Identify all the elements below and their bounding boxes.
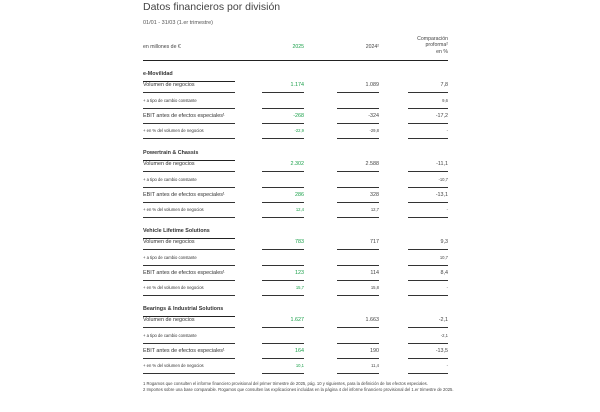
column-header-comparison-line1: Comparación (417, 36, 448, 42)
row-rule-2024 (337, 343, 379, 344)
row-label: + a tipo de cambio constante (143, 333, 197, 338)
row-rule-2025 (262, 217, 304, 218)
row-rule-2024 (337, 171, 379, 172)
value-2024: 114 (370, 270, 379, 276)
value-2025: 123 (295, 270, 304, 276)
value-comparison: -13,5 (435, 348, 448, 354)
section-title: e-Movilidad (143, 71, 173, 77)
value-2025: -22,9 (294, 128, 304, 133)
row-rule-2024 (337, 138, 379, 139)
table-row (0, 255, 600, 263)
row-rule-2025 (262, 171, 304, 172)
row-rule-2025 (262, 373, 304, 374)
table-row (0, 348, 600, 356)
value-2024: -324 (368, 113, 379, 119)
row-label: EBIT antes de efectos especiales¹ (143, 348, 225, 354)
table-row (0, 113, 600, 121)
value-comparison: - (446, 128, 448, 133)
row-rule-comparison (408, 138, 448, 139)
table-row (0, 128, 600, 136)
row-label: + en % del volumen de negocios (143, 363, 204, 368)
row-rule-comparison (408, 295, 448, 296)
row-rule-comparison (408, 249, 448, 250)
row-rule-2025 (262, 92, 304, 93)
row-rule-label (143, 217, 235, 218)
value-comparison: -10,7 (438, 177, 448, 182)
row-rule-2025 (262, 265, 304, 266)
row-rule-comparison (408, 327, 448, 328)
row-rule-comparison (408, 217, 448, 218)
row-rule-comparison (408, 171, 448, 172)
value-2024: 11,4 (371, 363, 379, 368)
row-rule-2025 (262, 327, 304, 328)
row-rule-label (143, 92, 235, 93)
row-rule-comparison (408, 187, 448, 188)
row-rule-2024 (337, 249, 379, 250)
row-rule-2025 (262, 202, 304, 203)
value-2025: 164 (295, 348, 304, 354)
value-2024: 328 (370, 192, 379, 198)
column-header-comparison (385, 36, 448, 55)
row-label: + en % del volumen de negocios (143, 128, 204, 133)
value-comparison: 8,4 (440, 270, 448, 276)
value-2024: 190 (370, 348, 379, 354)
row-rule-2024 (337, 217, 379, 218)
row-rule-2024 (337, 280, 379, 281)
footnote-1: 1 Rogamos que consulten el informe financiero provisional del primer trimestre de 2025, pág. 10 y siguientes, para la definición de los efectos especiales. (143, 381, 428, 386)
row-rule-comparison (408, 358, 448, 359)
row-rule-2024 (337, 358, 379, 359)
value-comparison: 9,3 (440, 239, 448, 245)
table-row (0, 270, 600, 278)
value-2025: 286 (295, 192, 304, 198)
row-rule-2024 (337, 327, 379, 328)
value-2024: 717 (370, 239, 379, 245)
value-2025: 10,1 (295, 363, 304, 368)
value-2025: -268 (293, 113, 304, 119)
footnotes (143, 381, 458, 392)
row-label: + a tipo de cambio constante (143, 255, 197, 260)
row-rule-comparison (408, 280, 448, 281)
column-header-comparison-line2: proforma² (425, 42, 448, 49)
row-label: + en % del volumen de negocios (143, 207, 204, 212)
value-2024: -29,8 (369, 128, 379, 133)
page-title: Datos financieros por división (143, 1, 281, 13)
value-comparison: - (446, 285, 448, 290)
row-rule-label (143, 138, 235, 139)
column-header-2024: 2024² (365, 44, 379, 50)
row-label: EBIT antes de efectos especiales¹ (143, 270, 225, 276)
section-title: Bearings & Industrial Solutions (143, 306, 224, 312)
row-rule-label (143, 171, 235, 172)
row-rule-comparison (408, 373, 448, 374)
value-2024: 1.089 (365, 82, 379, 88)
row-rule-label (143, 327, 235, 328)
table-row (0, 333, 600, 341)
table-row (0, 161, 600, 169)
row-rule-2024 (337, 92, 379, 93)
table-row (0, 285, 600, 293)
value-2024: 15,8 (370, 285, 379, 290)
row-rule-label (143, 123, 235, 124)
row-label: EBIT antes de efectos especiales¹ (143, 192, 225, 198)
row-rule-2025 (262, 280, 304, 281)
value-comparison: - (446, 207, 448, 212)
row-rule-label (143, 265, 235, 266)
value-2025: 1.627 (290, 317, 304, 323)
row-rule-2025 (262, 187, 304, 188)
row-label: Volumen de negocios (143, 161, 195, 167)
row-rule-label (143, 187, 235, 188)
value-comparison: 9,6 (442, 98, 448, 103)
row-rule-2025 (262, 108, 304, 109)
value-comparison: - (446, 363, 448, 368)
row-rule-comparison (408, 343, 448, 344)
row-rule-label (143, 108, 235, 109)
column-header-2025: 2025 (292, 44, 304, 50)
value-2025: 1.174 (290, 82, 304, 88)
row-rule-comparison (408, 265, 448, 266)
row-rule-2025 (262, 123, 304, 124)
row-rule-label (143, 358, 235, 359)
value-comparison: 7,8 (440, 82, 448, 88)
row-rule-2025 (262, 138, 304, 139)
header-rule (143, 60, 448, 61)
table-row (0, 317, 600, 325)
section-title: Vehicle Lifetime Solutions (143, 228, 210, 234)
row-rule-2025 (262, 249, 304, 250)
value-comparison: -17,2 (435, 113, 448, 119)
row-label: + a tipo de cambio constante (143, 98, 197, 103)
row-label: Volumen de negocios (143, 317, 195, 323)
row-rule-label (143, 202, 235, 203)
row-label: Volumen de negocios (143, 239, 195, 245)
section-title: Powertrain & Chassis (143, 150, 199, 156)
value-2025: 783 (295, 239, 304, 245)
table-row (0, 207, 600, 215)
row-rule-2024 (337, 123, 379, 124)
value-comparison: -11,1 (436, 161, 448, 167)
row-rule-label (143, 343, 235, 344)
row-rule-2024 (337, 295, 379, 296)
value-comparison: -2,1 (440, 333, 448, 338)
period-subtitle: 01/01 - 31/03 (1.er trimestre) (143, 20, 214, 26)
row-rule-comparison (408, 108, 448, 109)
row-rule-2024 (337, 202, 379, 203)
row-rule-comparison (408, 123, 448, 124)
value-2024: 1.663 (365, 317, 379, 323)
column-header-comparison-line3: en % (436, 48, 448, 55)
unit-label: en millones de € (143, 44, 181, 50)
value-2024: 2.588 (365, 161, 379, 167)
table-row (0, 82, 600, 90)
row-rule-2024 (337, 265, 379, 266)
row-label: EBIT antes de efectos especiales¹ (143, 113, 225, 119)
table-row (0, 192, 600, 200)
row-rule-label (143, 373, 235, 374)
row-label: + en % del volumen de negocios (143, 285, 204, 290)
table-row (0, 98, 600, 106)
row-label: + a tipo de cambio constante (143, 177, 197, 182)
value-comparison: 10,7 (439, 255, 448, 260)
row-rule-2025 (262, 295, 304, 296)
row-rule-comparison (408, 92, 448, 93)
value-2025: 15,7 (295, 285, 304, 290)
value-comparison: -2,1 (438, 317, 448, 323)
row-rule-2025 (262, 343, 304, 344)
row-rule-comparison (408, 202, 448, 203)
row-rule-2024 (337, 108, 379, 109)
table-row (0, 363, 600, 371)
row-rule-2025 (262, 358, 304, 359)
value-comparison: -13,1 (435, 192, 448, 198)
value-2024: 12,7 (370, 207, 379, 212)
footnote-2: 2 Importes sobre una base comparable. Rogamos que consulten las explicaciones incluidas en la página 4 del informe financiero provisional del 1.er trimestre de 2025. (143, 386, 454, 392)
table-row (0, 177, 600, 185)
row-label: Volumen de negocios (143, 82, 195, 88)
row-rule-2024 (337, 373, 379, 374)
row-rule-label (143, 249, 235, 250)
table-row (0, 239, 600, 247)
row-rule-label (143, 280, 235, 281)
row-rule-label (143, 295, 235, 296)
row-rule-2024 (337, 187, 379, 188)
value-2025: 12,4 (295, 207, 304, 212)
value-2025: 2.302 (290, 161, 304, 167)
